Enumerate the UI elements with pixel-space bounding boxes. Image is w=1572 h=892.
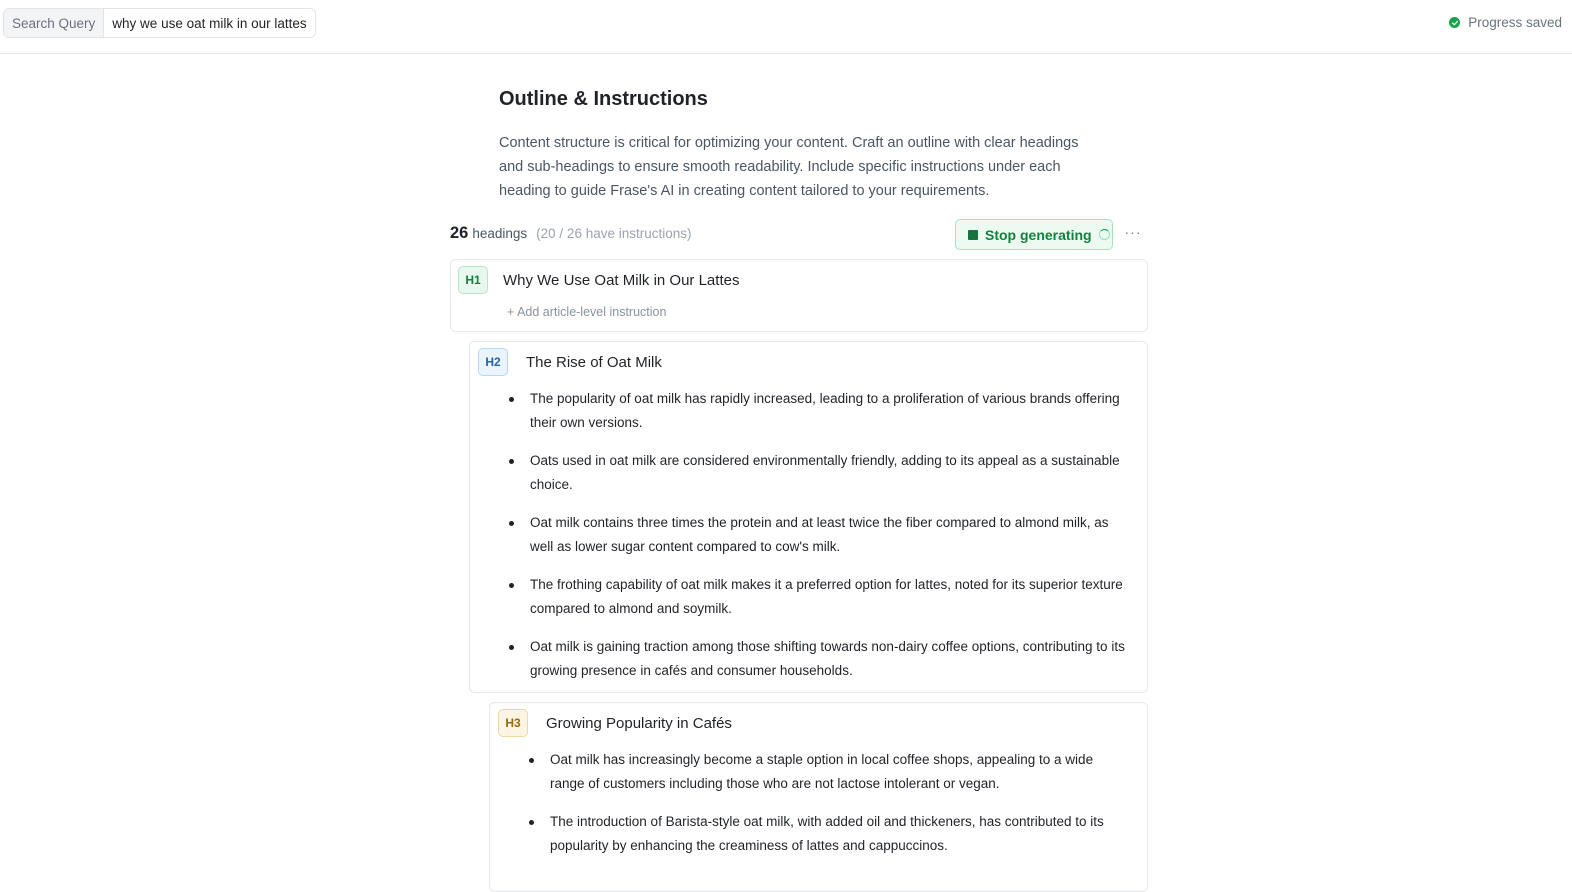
instruction-item[interactable]: The popularity of oat milk has rapidly increased, leading to a proliferation of various brands offering their own versions. (508, 387, 1128, 435)
instruction-item[interactable]: Oat milk contains three times the protein and at least twice the fiber compared to almond milk, as well as lower sugar content compared to cow's milk. (508, 511, 1128, 559)
heading-title[interactable]: Growing Popularity in Cafés (546, 715, 732, 732)
instruction-item[interactable]: Oat milk is gaining traction among those shifting towards non-dairy coffee options, contributing to its growing presence in cafés and consumer households. (508, 635, 1128, 683)
heading-title[interactable]: The Rise of Oat Milk (526, 354, 662, 371)
instructions-count: (20 / 26 have instructions) (536, 226, 692, 241)
search-query-box[interactable] (3, 8, 316, 38)
instruction-list (508, 387, 1128, 697)
headings-count: 26 (450, 224, 469, 242)
instruction-item[interactable]: Oats used in oat milk are considered environmentally friendly, adding to its appeal as a sustainable choice. (508, 449, 1128, 497)
headings-stats (450, 224, 692, 243)
heading-level-tag[interactable]: H3 (498, 709, 528, 737)
page-title: Outline & Instructions (499, 88, 708, 110)
instruction-item[interactable]: The frothing capability of oat milk makes it a preferred option for lattes, noted for its superior texture compared to almond and soymilk. (508, 573, 1128, 621)
search-query-label: Search Query (4, 9, 104, 37)
save-status (1449, 15, 1562, 30)
stop-icon (968, 230, 978, 240)
instruction-item[interactable]: Oat milk has increasingly become a staple option in local coffee shops, appealing to a wide range of customers including those who are not lactose intolerant or vegan. (528, 748, 1128, 796)
save-status-text: Progress saved (1468, 15, 1562, 30)
instruction-item[interactable]: The introduction of Barista-style oat milk, with added oil and thickeners, has contributed to its popularity by enhancing the creaminess of lattes and cappuccinos. (528, 810, 1128, 858)
heading-level-tag[interactable]: H2 (478, 348, 508, 376)
more-options-button[interactable]: ··· (1124, 224, 1142, 240)
headings-count-label: headings (472, 226, 528, 241)
page-description: Content structure is critical for optimizing your content. Craft an outline with clear headings and sub-headings to ensure smooth readability. Include specific instructions under each heading to guide Frase's AI in creating content tailored to your requirements. (499, 135, 1079, 199)
stop-generating-button[interactable] (955, 219, 1113, 250)
check-circle-icon (1449, 17, 1460, 28)
outline-card-h3[interactable] (489, 702, 1148, 892)
search-query-value[interactable]: why we use oat milk in our lattes (104, 9, 314, 37)
instruction-list (528, 748, 1128, 872)
loading-spinner-icon (1099, 229, 1110, 240)
add-article-instruction-button[interactable]: + Add article-level instruction (507, 305, 667, 319)
stop-generating-label: Stop generating (985, 226, 1092, 243)
heading-title[interactable]: Why We Use Oat Milk in Our Lattes (503, 272, 740, 289)
outline-card-h2[interactable] (469, 341, 1148, 693)
outline-card-h1[interactable] (450, 259, 1148, 332)
heading-level-tag[interactable]: H1 (458, 266, 488, 294)
top-bar (0, 0, 1572, 54)
